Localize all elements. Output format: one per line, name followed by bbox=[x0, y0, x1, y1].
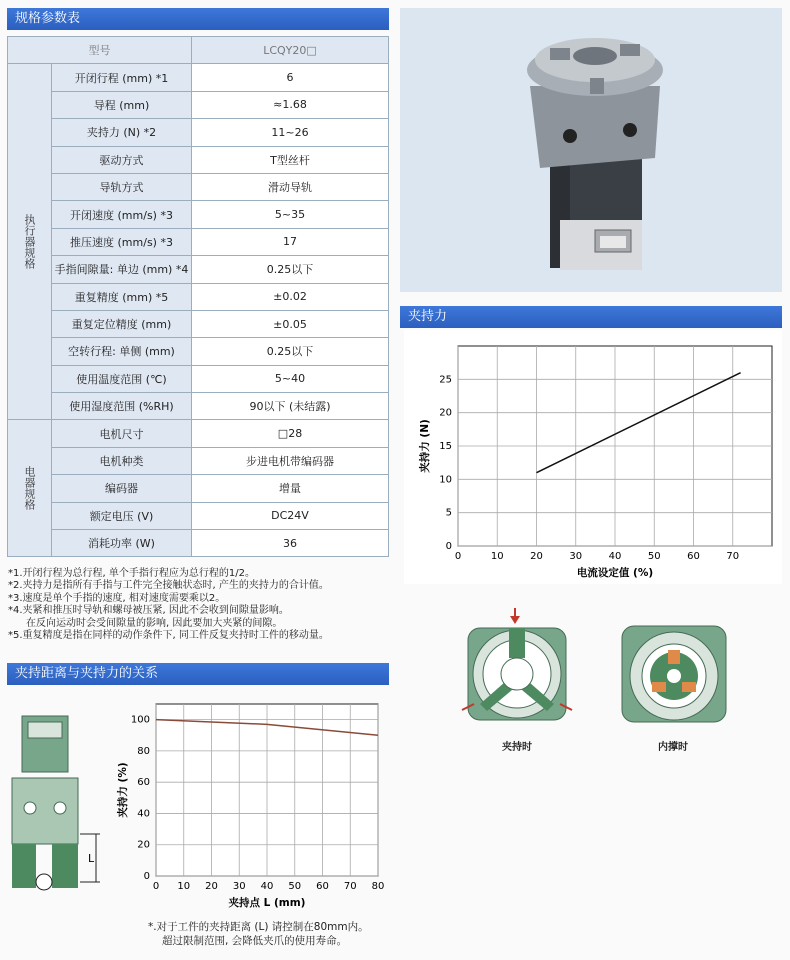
grip-caption: 夹持时 bbox=[502, 742, 532, 753]
spec-label: 使用温度范围 (℃) bbox=[52, 365, 192, 392]
spec-value: 5~35 bbox=[192, 201, 389, 228]
y-axis-label: 夹持力 (%) bbox=[117, 762, 129, 818]
inner-caption: 内撑时 bbox=[658, 742, 688, 753]
y-tick-label: 20 bbox=[439, 407, 452, 419]
x-tick-label: 70 bbox=[343, 881, 357, 892]
x-tick-label: 10 bbox=[490, 551, 504, 562]
spec-row bbox=[8, 475, 389, 502]
spec-row bbox=[8, 365, 389, 392]
spec-value: DC24V bbox=[192, 502, 389, 529]
x-axis-label: 夹持点 L (mm) bbox=[228, 897, 306, 909]
y-tick-label: 5 bbox=[445, 507, 452, 519]
inner-diagram bbox=[618, 622, 730, 730]
spec-value: 5~40 bbox=[192, 365, 389, 392]
x-tick-label: 30 bbox=[232, 881, 246, 892]
spec-label: 额定电压 (V) bbox=[52, 502, 192, 529]
spec-row bbox=[8, 338, 389, 365]
spec-label: 导轨方式 bbox=[52, 173, 192, 200]
gripper-side-diagram bbox=[8, 712, 118, 898]
note-1: *1.开闭行程为总行程, 单个手指行程应为总行程的1/2。 bbox=[8, 568, 255, 579]
dim-L-label: L bbox=[88, 852, 95, 865]
spec-value: 0.25以下 bbox=[192, 338, 389, 365]
spec-row bbox=[8, 64, 389, 91]
spec-table bbox=[7, 36, 389, 557]
spec-label: 消耗功率 (W) bbox=[52, 530, 192, 557]
spec-row bbox=[8, 256, 389, 283]
y-tick-label: 0 bbox=[143, 871, 150, 882]
note-3: *3.速度是单个手指的速度, 相对速度需要乘以2。 bbox=[8, 592, 226, 604]
spec-value: ±0.05 bbox=[192, 310, 389, 337]
spec-label: 驱动方式 bbox=[52, 146, 192, 173]
spec-value: ≈1.68 bbox=[192, 91, 389, 118]
spec-row bbox=[8, 420, 389, 447]
force-chart bbox=[404, 330, 782, 584]
x-tick-label: 40 bbox=[608, 551, 622, 562]
x-tick-label: 20 bbox=[205, 881, 218, 892]
x-tick-label: 0 bbox=[152, 881, 160, 892]
note-4: *4.夹紧和推压时导轨和螺母被压紧, 因此不会收到间隙量影响。 bbox=[8, 605, 289, 617]
x-axis-label: 电流设定值 (%) bbox=[576, 567, 654, 579]
spec-section-title: 规格参数表 bbox=[7, 8, 389, 30]
spec-label: 电机种类 bbox=[52, 447, 192, 474]
x-tick-label: 60 bbox=[687, 551, 700, 562]
x-tick-label: 0 bbox=[454, 551, 462, 562]
y-tick-label: 0 bbox=[445, 541, 452, 552]
distance-footnote bbox=[148, 920, 369, 948]
x-tick-label: 50 bbox=[647, 551, 661, 562]
spec-value: 滑动导轨 bbox=[192, 173, 389, 200]
x-tick-label: 30 bbox=[569, 551, 583, 562]
spec-label: 夹持力 (N) *2 bbox=[52, 119, 192, 146]
spec-header-value: LCQY20□ bbox=[192, 37, 389, 64]
footnote-2: 超过限制范围, 会降低夹爪的使用寿命。 bbox=[162, 935, 348, 947]
spec-value: ±0.02 bbox=[192, 283, 389, 310]
y-tick-label: 20 bbox=[137, 839, 150, 851]
spec-label: 开闭行程 (mm) *1 bbox=[52, 64, 192, 91]
spec-row bbox=[8, 393, 389, 420]
distance-section-title: 夹持距离与夹持力的关系 bbox=[7, 663, 389, 685]
spec-row bbox=[8, 502, 389, 529]
group-actuator-title: 执行器规格 bbox=[8, 64, 52, 420]
y-tick-label: 10 bbox=[439, 474, 452, 486]
spec-value: □28 bbox=[192, 420, 389, 447]
x-tick-label: 80 bbox=[371, 881, 385, 892]
spec-value: 17 bbox=[192, 228, 389, 255]
y-tick-label: 100 bbox=[130, 714, 150, 726]
distance-chart bbox=[112, 694, 388, 914]
spec-value: 36 bbox=[192, 530, 389, 557]
spec-value: 6 bbox=[192, 64, 389, 91]
force-section-title: 夹持力 bbox=[400, 306, 782, 328]
spec-row bbox=[8, 310, 389, 337]
group-electrical-title: 电器规格 bbox=[8, 420, 52, 557]
spec-label: 重复定位精度 (mm) bbox=[52, 310, 192, 337]
x-tick-label: 40 bbox=[260, 881, 274, 892]
spec-row bbox=[8, 91, 389, 118]
spec-row bbox=[8, 146, 389, 173]
spec-label: 重复精度 (mm) *5 bbox=[52, 283, 192, 310]
y-tick-label: 80 bbox=[137, 745, 150, 757]
spec-label: 空转行程: 单侧 (mm) bbox=[52, 338, 192, 365]
spec-label: 使用湿度范围 (%RH) bbox=[52, 393, 192, 420]
spec-row bbox=[8, 201, 389, 228]
x-tick-label: 60 bbox=[316, 881, 329, 892]
x-tick-label: 20 bbox=[530, 551, 543, 562]
spec-value: 增量 bbox=[192, 475, 389, 502]
spec-label: 手指间隙量: 单边 (mm) *4 bbox=[52, 256, 192, 283]
note-2: *2.夹持力是指所有手指与工件完全接触状态时, 产生的夹持力的合计值。 bbox=[8, 580, 329, 592]
note-4b: 在反向运动时会受间隙量的影响, 因此要加大夹紧的间隙。 bbox=[26, 617, 283, 629]
y-axis-label: 夹持力 (N) bbox=[419, 419, 431, 473]
spec-label: 推压速度 (mm/s) *3 bbox=[52, 228, 192, 255]
spec-value: 0.25以下 bbox=[192, 256, 389, 283]
x-tick-label: 70 bbox=[726, 551, 740, 562]
spec-notes bbox=[8, 568, 390, 642]
spec-value: 步进电机带编码器 bbox=[192, 447, 389, 474]
product-photo bbox=[400, 8, 782, 292]
spec-label: 电机尺寸 bbox=[52, 420, 192, 447]
spec-row bbox=[8, 530, 389, 557]
x-tick-label: 10 bbox=[177, 881, 191, 892]
y-tick-label: 25 bbox=[439, 374, 452, 386]
spec-value: T型丝杆 bbox=[192, 146, 389, 173]
spec-value: 90以下 (未结露) bbox=[192, 393, 389, 420]
spec-label: 编码器 bbox=[52, 475, 192, 502]
spec-label: 导程 (mm) bbox=[52, 91, 192, 118]
spec-row bbox=[8, 119, 389, 146]
spec-row bbox=[8, 447, 389, 474]
spec-row bbox=[8, 173, 389, 200]
spec-row bbox=[8, 228, 389, 255]
spec-value: 11~26 bbox=[192, 119, 389, 146]
y-tick-label: 60 bbox=[137, 777, 150, 789]
y-tick-label: 15 bbox=[439, 441, 452, 452]
note-5: *5.重复精度是指在同样的动作条件下, 同工件反复夹持时工件的移动量。 bbox=[8, 630, 329, 642]
x-tick-label: 50 bbox=[288, 881, 302, 892]
footnote-1: *.对于工件的夹持距离 (L) 请控制在80mm内。 bbox=[148, 921, 369, 933]
spec-header-label: 型号 bbox=[8, 37, 192, 64]
y-tick-label: 40 bbox=[137, 808, 150, 820]
spec-row bbox=[8, 283, 389, 310]
spec-label: 开闭速度 (mm/s) *3 bbox=[52, 201, 192, 228]
grip-diagram bbox=[460, 606, 576, 730]
